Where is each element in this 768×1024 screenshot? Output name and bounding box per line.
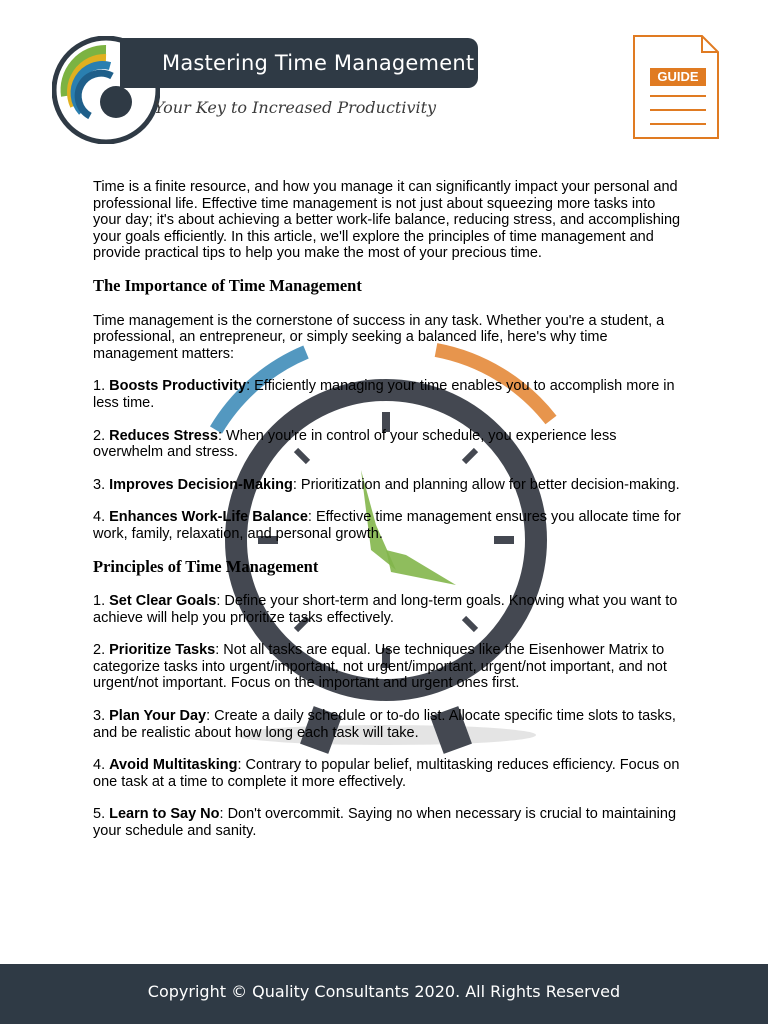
guide-badge: GUIDE <box>650 68 706 86</box>
page-header <box>0 0 768 150</box>
article-body <box>93 179 683 856</box>
section-heading-importance: The Importance of Time Management <box>93 275 362 295</box>
list-item: 1. Set Clear Goals: Define your short-term and long-term goals. Knowing what you want to achieve will help you prioritize tasks effectively. <box>93 593 678 626</box>
list-item: 5. Learn to Say No: Don't overcommit. Saying no when necessary is crucial to maintaining your schedule and sanity. <box>93 806 677 840</box>
list-item: 4. Avoid Multitasking: Contrary to popular belief, multitasking reduces efficiency. Focus on one task at a time to complete it more effectively. <box>93 757 680 790</box>
list-item: 2. Prioritize Tasks: Not all tasks are equal. Use techniques like the Eisenhower Matrix to categorize tasks into urgent/important, not urgent/important, urgent/not important, and not urgent/not important. Focus on the important and urgent ones first. <box>93 642 667 692</box>
document-icon <box>630 34 720 140</box>
intro-paragraph: Time is a finite resource, and how you manage it can significantly impact your personal and professional life. Effective time management is not just about squeezing more tasks into your day; it's about achieving a better work-life balance, reducing stress, and accomplishing your goals efficiently. In this article, we'll explore the principles of time management and provide practical tips to help you make the most of your precious time. <box>93 179 681 262</box>
list-item: 3. Improves Decision-Making: Prioritization and planning allow for better decision-making. <box>93 476 680 493</box>
document-subtitle: Your Key to Increased Productivity <box>154 98 437 117</box>
section-lead: Time management is the cornerstone of success in any task. Whether you're a student, a professional, an entrepreneur, or simply seeking a balanced life, here's why time management matters: <box>93 312 665 362</box>
document-title: Mastering Time Management <box>162 51 475 75</box>
copyright-text: Copyright © Quality Consultants 2020. All Rights Reserved <box>147 982 621 1001</box>
section-heading-principles: Principles of Time Management <box>93 556 319 576</box>
list-item: 1. Boosts Productivity: Efficiently managing your time enables you to accomplish more in less time. <box>93 378 675 411</box>
list-item: 3. Plan Your Day: Create a daily schedule or to-do list. Allocate specific time slots to tasks, and be realistic about how long each task will take. <box>93 708 676 741</box>
list-item: 2. Reduces Stress: When you're in control of your schedule, you experience less overwhelm and stress. <box>93 427 617 461</box>
list-item: 4. Enhances Work-Life Balance: Effective time management ensures you allocate time for work, family, relaxation, and personal growth. <box>93 509 681 542</box>
